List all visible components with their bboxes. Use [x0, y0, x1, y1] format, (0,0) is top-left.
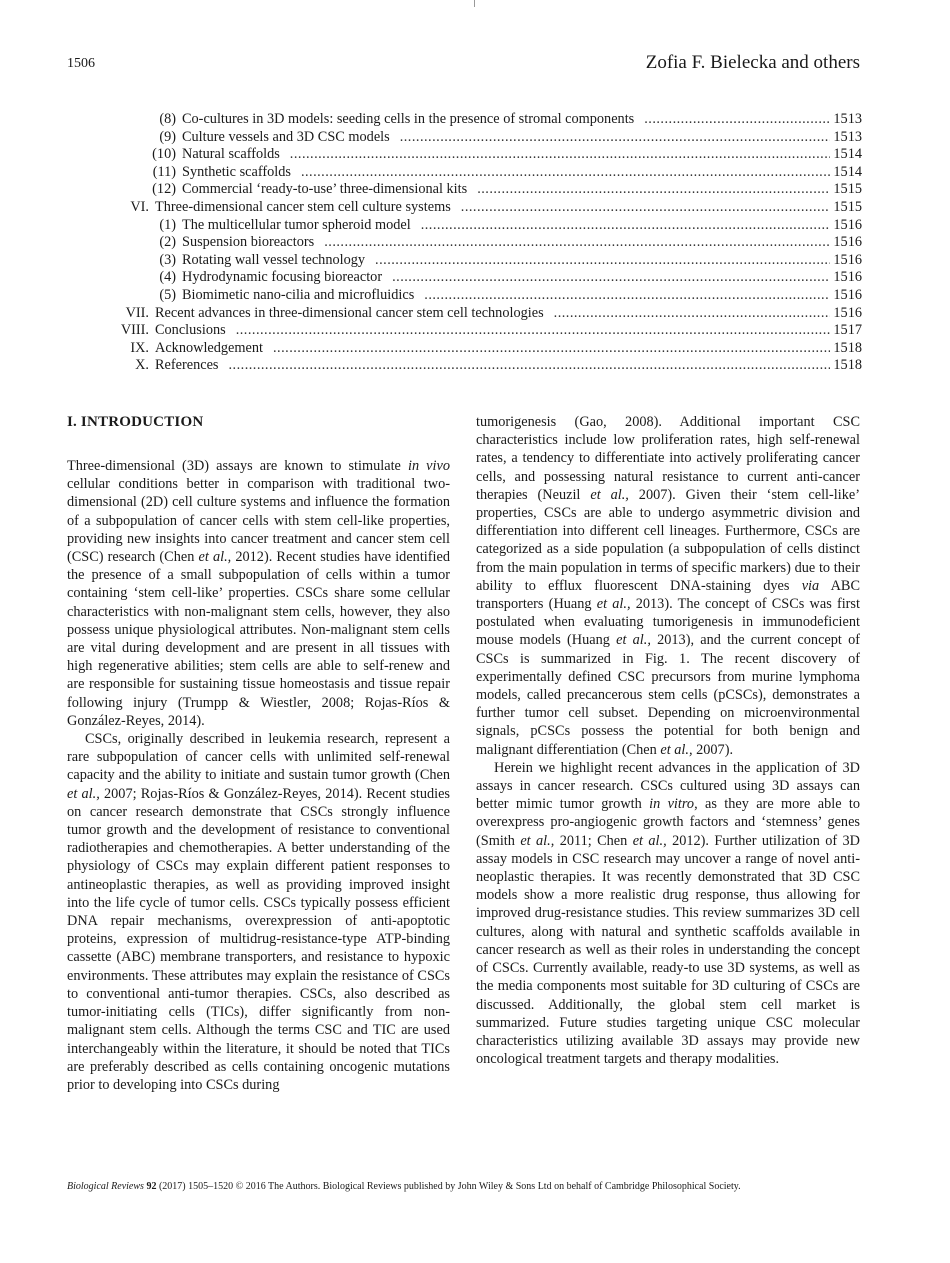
- toc-entry-page: 1516: [833, 251, 862, 268]
- text-run: cellular conditions better in comparison with traditional two-dimensional (2D) cell culture systems and influence the formation of a subpopulation of cancer cells with stem cell-like properties, providing new insights into cancer treatment and cancer stem cell (CSC) research (Chen: [67, 476, 450, 566]
- toc-entry-page: 1515: [833, 181, 862, 198]
- italic-run: et al.,: [616, 632, 651, 649]
- body-column-left: [67, 457, 450, 1094]
- toc-entry: [67, 252, 862, 270]
- italic-run: et al.,: [67, 785, 100, 802]
- toc-entry-number: (9): [159, 128, 176, 145]
- toc-leader-dots: [461, 199, 831, 217]
- text-run: 2013). The concept of CSCs was first postulated when evaluating tumorigenesis in immunodeficient mouse models (Huang: [476, 596, 860, 649]
- text-run: 2012). Further utilization of 3D assay models in CSC research may uncover a range of novel anti-neoplastic therapies. It was recently demonstrated that 3D CSC models show a more realistic drug response, thus allowing for improved drug-resistance studies. This review summarizes 3D cell cultures, along with natural and synthetic scaffolds available in cancer research as well as their roles in understanding the concept of CSCs. Currently available, ready-to use 3D systems, as well as the media components most suitable for 3D culturing of CSCs are discussed. Additionally, the global stem cell market is summarized. Future studies targeting unique CSC molecular characteristics utilizing available 3D assays may provide new oncological treatment targets and therapy modalities.: [476, 832, 861, 1068]
- text-run: 2007; Rojas-Ríos & González-Reyes, 2014). Recent studies on cancer research demonstrate that CSCs strongly influence tumor growth and the development of resistance to conventional radiotherapies and chemotherapies. A better understanding of the physiology of CSCs may explain different patient responses to antineoplastic therapies, as well as providing improved insight into the life cycle of tumor cells. CSCs typically possess efficient DNA repair mechanisms, overexpression of anti-apoptotic proteins, expression of multidrug-resistance-type ATP-binding cassette (ABC) membrane transporters, and resistance to hypoxic environments. These attributes may explain the resistance of CSCs to conventional anti-tumor therapies. CSCs, also described as tumor-initiating cells (TICs), differ significantly from non-malignant stem cells. Although the terms CSC and TIC are used interchangeably within the literature, it should be noted that TICs are preferably described as cells containing oncogenic mutations prior to developing into CSCs during: [67, 785, 450, 1093]
- toc-leader-dots: [273, 340, 830, 358]
- italic-run: et al.,: [520, 832, 555, 849]
- text-run: 2007). Given their ‘stem cell-like’ properties, CSCs are able to undergo asymmetric division and differentiation into different cell lineages. Furthermore, CSCs are categorized as a side population (a subpopulation of cells distinct from the main population in terms of specific markers) due to their ability to efflux fluorescent DNA-staining dyes: [476, 486, 860, 594]
- italic-run: et al.,: [632, 832, 667, 849]
- toc-entry: [67, 357, 862, 375]
- toc-entry-number: (10): [152, 146, 176, 163]
- toc-entry-title: Synthetic scaffolds: [182, 163, 291, 180]
- toc-entry: [67, 129, 862, 147]
- toc-entry-page: 1517: [833, 322, 862, 339]
- toc-entry: [67, 146, 862, 164]
- toc-entry-page: 1514: [833, 146, 862, 163]
- toc-entry-title: Co-cultures in 3D models: seeding cells in the presence of stromal components: [182, 111, 635, 127]
- toc-leader-dots: [301, 164, 830, 182]
- toc-entry-number: (4): [159, 269, 176, 286]
- toc-entry-number: (8): [159, 111, 176, 127]
- running-header: [67, 52, 860, 78]
- toc-entry-title: Conclusions: [155, 322, 226, 339]
- toc-entry: [67, 305, 862, 323]
- text-run: , as they are more able to overexpress pro-angiogenic growth factors and ‘stemness’ genes (Smith: [476, 796, 861, 849]
- footer-volume: 92: [146, 1181, 157, 1192]
- toc-entry-title: Natural scaffolds: [182, 146, 280, 163]
- toc-entry-number: (3): [159, 251, 176, 268]
- toc-leader-dots: [375, 252, 830, 270]
- toc-entry-title: Culture vessels and 3D CSC models: [182, 128, 390, 145]
- toc-entry: [67, 234, 862, 252]
- toc-entry-page: 1516: [833, 216, 862, 233]
- toc-entry-number: X.: [135, 357, 149, 374]
- body-paragraph: [67, 730, 450, 1094]
- toc-entry: [67, 111, 862, 129]
- footer-text: (2017) 1505–1520 © 2016 The Authors. Biological Reviews published by John Wiley & Sons Ltd on behalf of Cambridge Philosophical Society.: [156, 1181, 741, 1192]
- toc-entry-title: The multicellular tumor spheroid model: [182, 216, 411, 233]
- toc-entry-title: Suspension bioreactors: [182, 234, 315, 251]
- toc-entry: [67, 340, 862, 358]
- footer-journal: Biological Reviews: [67, 1181, 144, 1192]
- toc-entry: [67, 287, 862, 305]
- toc-entry-number: (12): [152, 181, 176, 198]
- toc-entry-title: Recent advances in three-dimensional cancer stem cell technologies: [155, 304, 544, 321]
- toc-entry: [67, 269, 862, 287]
- text-run: 2012). Recent studies have identified the presence of a small subpopulation of cells within a tumor containing ‘stem cell-like’ properties. CSCs share some cellular characteristics with non-malignant stem cells, however, they also possess unique physiological attributes. Non-malignant stem cells are vital during development and are present in all tissues with high regenerative abilities; stem cells are able to self-renew and are responsible for sustaining tissue homeostasis and tissue repair following injury (Trumpp & Wiestler, 2008; Rojas-Ríos & González-Reyes, 2014).: [67, 549, 450, 729]
- toc-entry-title: References: [155, 357, 219, 374]
- toc-entry-number: (5): [159, 286, 176, 303]
- toc-entry-page: 1518: [833, 357, 862, 374]
- toc-entry: [67, 322, 862, 340]
- italic-run: in vitro: [649, 796, 695, 813]
- author-line: Zofia F. Bielecka and others: [645, 52, 860, 73]
- text-run: 2011; Chen: [554, 832, 633, 849]
- text-run: CSCs, originally described in leukemia research, represent a rare subpopulation of cancer cells with unlimited self-renewal capacity and the ability to initiate and sustain tumor growth (Chen: [67, 731, 450, 784]
- table-of-contents: [67, 111, 862, 375]
- body-column-right: [476, 413, 860, 1068]
- body-paragraph: [476, 413, 860, 759]
- toc-entry-title: Rotating wall vessel technology: [182, 251, 366, 268]
- italic-run: via: [801, 577, 820, 594]
- italic-run: et al.,: [596, 596, 631, 613]
- toc-entry-page: 1518: [833, 339, 862, 356]
- toc-leader-dots: [400, 129, 831, 147]
- toc-leader-dots: [424, 287, 830, 305]
- toc-entry-number: VII.: [125, 304, 149, 321]
- toc-leader-dots: [324, 234, 830, 252]
- toc-entry-page: 1516: [833, 234, 862, 251]
- toc-entry-page: 1516: [833, 304, 862, 321]
- toc-entry-number: VIII.: [120, 322, 149, 339]
- toc-entry-number: IX.: [130, 339, 149, 356]
- toc-leader-dots: [290, 146, 831, 164]
- toc-leader-dots: [392, 269, 830, 287]
- page-footer: [67, 1181, 741, 1192]
- italic-run: in vivo: [407, 458, 450, 474]
- italic-run: et al.,: [660, 741, 693, 758]
- toc-entry: [67, 164, 862, 182]
- toc-entry-title: Acknowledgement: [155, 339, 263, 356]
- body-paragraph: [67, 457, 450, 730]
- text-run: ABC transporters (Huang: [476, 577, 861, 613]
- toc-entry-number: VI.: [130, 198, 149, 215]
- toc-entry-page: 1513: [833, 128, 862, 145]
- toc-entry-page: 1515: [833, 198, 862, 215]
- toc-entry-number: (11): [152, 163, 176, 180]
- text-run: 2007).: [692, 741, 734, 758]
- toc-entry-title: Commercial ‘ready-to-use’ three-dimensional kits: [182, 181, 468, 198]
- text-run: Three-dimensional (3D) assays are known to stimulate: [67, 458, 408, 474]
- toc-leader-dots: [477, 181, 830, 199]
- text-run: 2013), and the current concept of CSCs is summarized in Fig. 1. The recent discovery of experimentally defined CSC precursors from murine lymphoma models, called precancerous stem cells (pCSCs), demonstrates a further tumor cell subset. Depending on microenvironmental signals, pCSCs possess the potential for both benign and malignant differentiation (Chen: [476, 632, 860, 758]
- toc-leader-dots: [644, 111, 830, 129]
- toc-leader-dots: [421, 217, 831, 235]
- italic-run: et al.,: [198, 549, 232, 566]
- section-heading: I. INTRODUCTION: [67, 414, 204, 430]
- toc-entry-page: 1516: [833, 269, 862, 286]
- toc-entry-number: (1): [159, 216, 176, 233]
- toc-leader-dots: [554, 305, 831, 323]
- page-number: 1506: [67, 56, 95, 71]
- text-run: tumorigenesis (Gao, 2008). Additional important CSC characteristics include low proliferation rates, high self-renewal rates, a tendency to differentiate into actively proliferating cancer cells, and possessing natural resistance to current anti-cancer therapies (Neuzil: [476, 414, 860, 503]
- page-top-mark: [474, 0, 475, 7]
- italic-run: et al.,: [590, 486, 629, 503]
- toc-leader-dots: [229, 357, 831, 375]
- toc-leader-dots: [236, 322, 831, 340]
- text-run: Herein we highlight recent advances in the application of 3D assays in cancer research. CSCs cultured using 3D assays can better mimic tumor growth: [476, 759, 860, 813]
- toc-entry: [67, 199, 862, 217]
- toc-entry-page: 1514: [833, 163, 862, 180]
- toc-entry: [67, 181, 862, 199]
- toc-entry-title: Hydrodynamic focusing bioreactor: [182, 269, 383, 286]
- toc-entry-page: 1513: [833, 111, 862, 127]
- toc-entry-title: Biomimetic nano-cilia and microfluidics: [182, 286, 415, 303]
- toc-entry-page: 1516: [833, 286, 862, 303]
- toc-entry-number: (2): [159, 234, 176, 251]
- toc-entry: [67, 217, 862, 235]
- body-paragraph: [476, 759, 860, 1068]
- toc-entry-title: Three-dimensional cancer stem cell culture systems: [155, 198, 451, 215]
